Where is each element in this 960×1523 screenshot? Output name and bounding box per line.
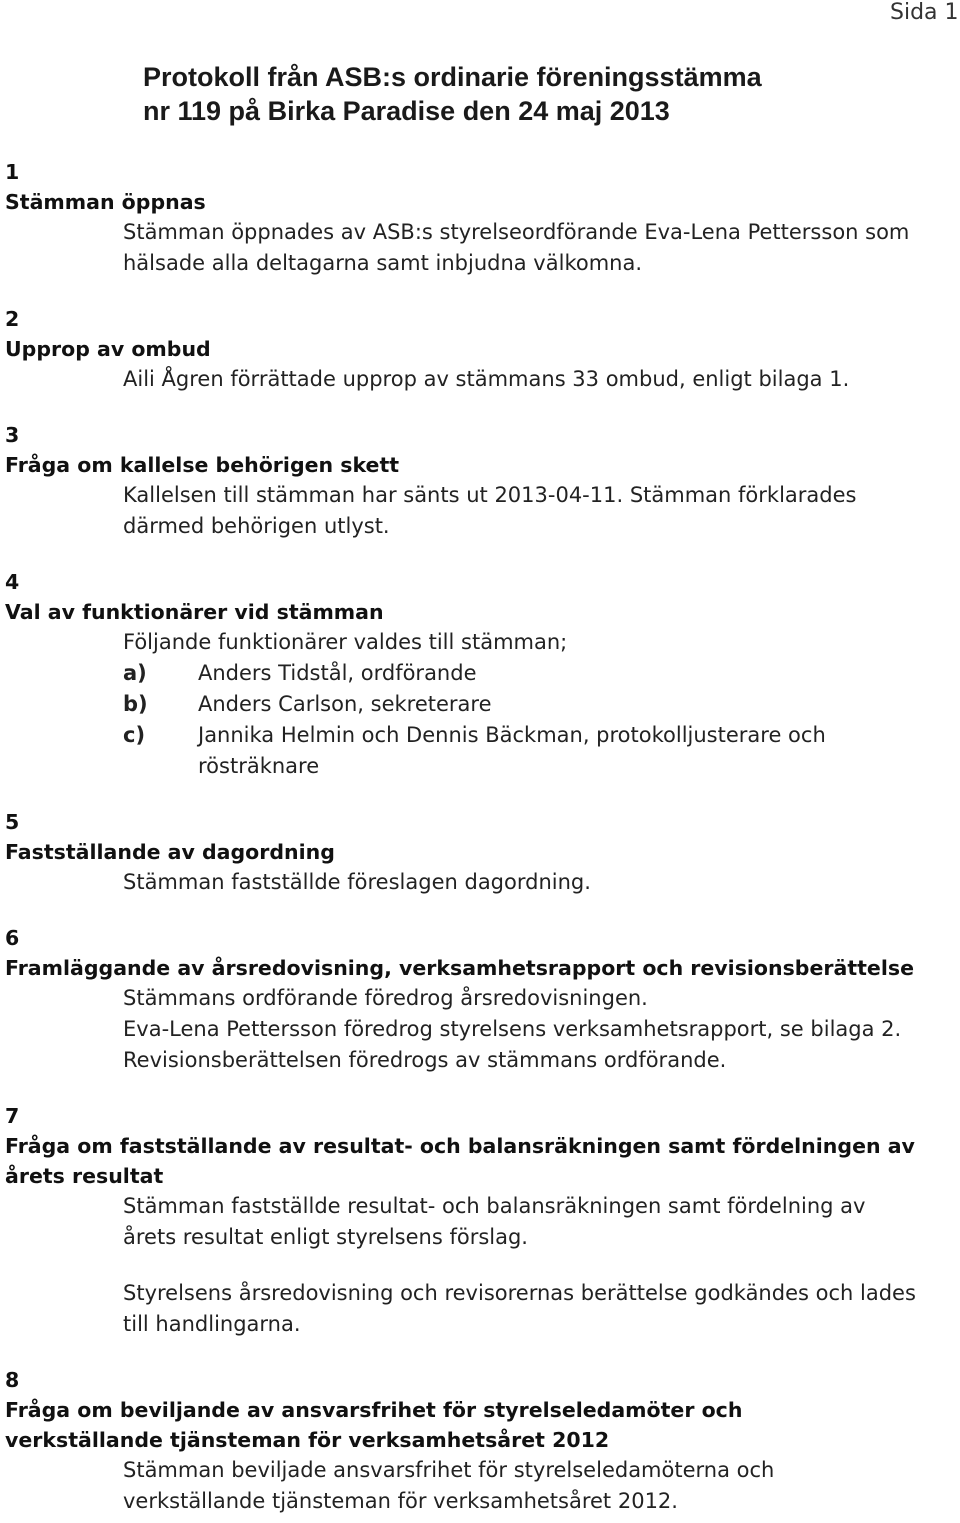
section-paragraph: Stämmans ordförande föredrog årsredovisningen. bbox=[123, 986, 648, 1010]
list-item-text: Jannika Helmin och Dennis Bäckman, protokolljusterare och rösträknare bbox=[198, 723, 826, 778]
section-6 bbox=[5, 923, 960, 1076]
section-number: 6 bbox=[5, 926, 20, 950]
section-body bbox=[123, 217, 953, 279]
section-4 bbox=[5, 567, 960, 782]
list-item-text: Anders Tidstål, ordförande bbox=[198, 661, 477, 685]
section-paragraph: Kallelsen till stämman har sänts ut 2013-04-11. Stämman förklarades därmed behörigen utlyst. bbox=[123, 483, 857, 538]
section-3 bbox=[5, 420, 960, 542]
list-item-letter: a) bbox=[123, 661, 147, 685]
document-title-line-1: Protokoll från ASB:s ordinarie föreningsstämma bbox=[143, 62, 762, 92]
section-body bbox=[123, 983, 953, 1076]
section-paragraph: Styrelsens årsredovisning och revisorernas berättelse godkändes och lades till handlingarna. bbox=[123, 1281, 916, 1336]
section-paragraph: Stämman fastställde resultat- och balansräkningen samt fördelning av årets resultat enligt styrelsens förslag. bbox=[123, 1194, 866, 1249]
list-item bbox=[123, 689, 913, 720]
section-number: 2 bbox=[5, 307, 20, 331]
section-paragraph: Aili Ågren förrättade upprop av stämmans 33 ombud, enligt bilaga 1. bbox=[123, 367, 850, 391]
section-body bbox=[123, 867, 953, 898]
section-paragraph: Stämman fastställde föreslagen dagordning. bbox=[123, 870, 591, 894]
section-heading: Fråga om kallelse behörigen skett bbox=[5, 453, 400, 477]
section-2 bbox=[5, 304, 960, 395]
section-number: 4 bbox=[5, 570, 20, 594]
section-body bbox=[123, 1455, 823, 1517]
section-paragraph: Revisionsberättelsen föredrogs av stämmans ordförande. bbox=[123, 1048, 727, 1072]
section-heading: Upprop av ombud bbox=[5, 337, 211, 361]
section-heading: Framläggande av årsredovisning, verksamhetsrapport och revisionsberättelse bbox=[5, 956, 914, 980]
section-paragraph: Stämman öppnades av ASB:s styrelseordförande Eva-Lena Pettersson som hälsade alla deltagarna samt inbjudna välkomna. bbox=[123, 220, 910, 275]
section-8 bbox=[5, 1365, 960, 1517]
list-item bbox=[123, 658, 913, 689]
section-heading: Fråga om beviljande av ansvarsfrihet för styrelseledamöter och verkställande tjänsteman för verksamhetsåret 2012 bbox=[5, 1398, 743, 1452]
section-number: 7 bbox=[5, 1104, 20, 1128]
section-body bbox=[123, 627, 913, 782]
section-body bbox=[123, 1191, 918, 1340]
section-7 bbox=[5, 1101, 960, 1340]
list-item-text: Anders Carlson, sekreterare bbox=[198, 692, 492, 716]
section-paragraph: Eva-Lena Pettersson föredrog styrelsens verksamhetsrapport, se bilaga 2. bbox=[123, 1017, 902, 1041]
list-item-letter: c) bbox=[123, 723, 146, 747]
section-number: 3 bbox=[5, 423, 20, 447]
list-item-letter: b) bbox=[123, 692, 148, 716]
section-heading: Fråga om fastställande av resultat- och balansräkningen samt fördelningen av årets resultat bbox=[5, 1134, 915, 1188]
list-item bbox=[123, 720, 913, 782]
section-heading: Stämman öppnas bbox=[5, 190, 206, 214]
section-heading: Fastställande av dagordning bbox=[5, 840, 335, 864]
section-1 bbox=[5, 157, 960, 279]
section-heading: Val av funktionärer vid stämman bbox=[5, 600, 384, 624]
section-number: 8 bbox=[5, 1368, 20, 1392]
minutes-sections bbox=[5, 157, 960, 1517]
document-title bbox=[143, 60, 762, 128]
section-intro: Följande funktionärer valdes till stämman; bbox=[123, 630, 568, 654]
document-title-line-2: nr 119 på Birka Paradise den 24 maj 2013 bbox=[143, 96, 670, 126]
page-number: Sida 1 bbox=[890, 0, 959, 25]
section-5 bbox=[5, 807, 960, 898]
section-body bbox=[123, 364, 953, 395]
section-body bbox=[123, 480, 913, 542]
section-number: 5 bbox=[5, 810, 20, 834]
section-number: 1 bbox=[5, 160, 20, 184]
section-paragraph: Stämman beviljade ansvarsfrihet för styrelseledamöterna och verkställande tjänsteman för verksamhetsåret 2012. bbox=[123, 1458, 775, 1513]
